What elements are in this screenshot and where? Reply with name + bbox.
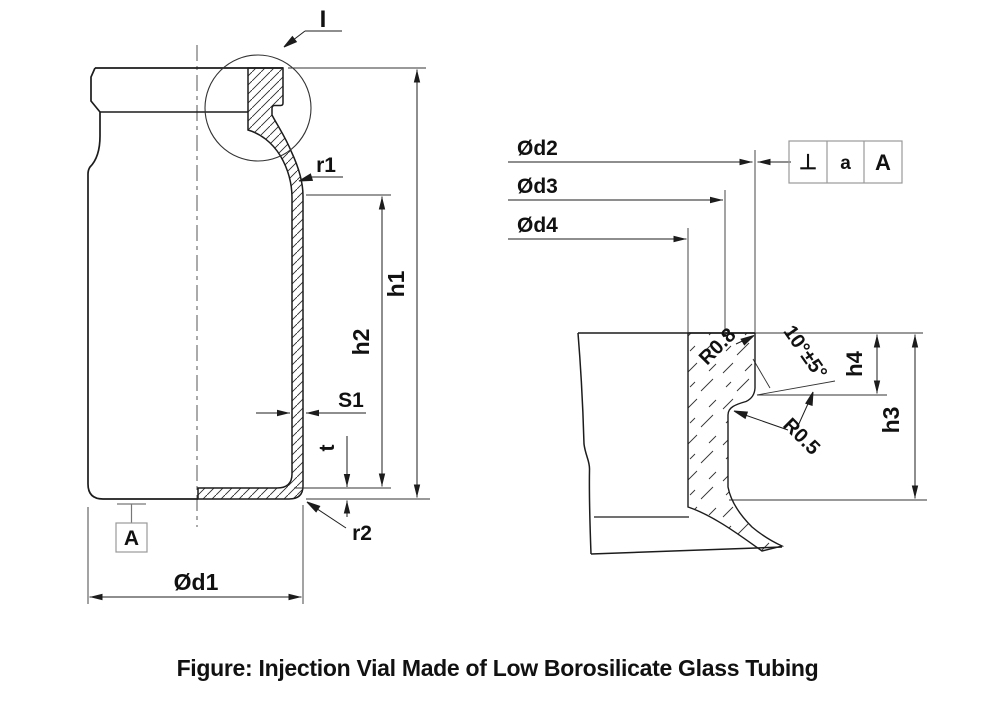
label-angle: 10°±5° bbox=[778, 321, 832, 384]
label-r2: r2 bbox=[352, 522, 372, 545]
perpendicularity-icon: ⊥ bbox=[798, 151, 818, 174]
label-t: t bbox=[316, 444, 339, 452]
datum-marker bbox=[116, 504, 147, 552]
label-h2: h2 bbox=[348, 328, 374, 356]
vial-outline-left bbox=[88, 68, 198, 499]
label-r05: R0.5 bbox=[778, 414, 824, 460]
label-r1: r1 bbox=[316, 154, 336, 177]
datum-stem bbox=[117, 504, 146, 523]
label-detail-i: I bbox=[319, 6, 327, 33]
label-r08: R0.8 bbox=[695, 324, 741, 370]
label-s1: S1 bbox=[338, 389, 364, 412]
vial-wall-section bbox=[198, 68, 303, 499]
label-d4: Ød4 bbox=[517, 214, 558, 237]
tolerance-frame bbox=[789, 141, 902, 183]
vial-main-view bbox=[88, 6, 430, 604]
label-d1: Ød1 bbox=[173, 569, 219, 595]
neck-wall-section bbox=[688, 333, 782, 551]
label-h4: h4 bbox=[842, 351, 867, 377]
neck-detail-view bbox=[508, 137, 927, 554]
tolerance-value: a bbox=[840, 153, 851, 174]
figure-caption: Figure: Injection Vial Made of Low Borosilicate Glass Tubing bbox=[176, 655, 819, 681]
label-d2: Ød2 bbox=[517, 137, 558, 160]
label-d3: Ød3 bbox=[517, 175, 558, 198]
datum-label: A bbox=[123, 527, 140, 550]
tolerance-datum: A bbox=[875, 150, 891, 175]
label-h1: h1 bbox=[383, 270, 409, 298]
label-h3: h3 bbox=[878, 406, 904, 434]
